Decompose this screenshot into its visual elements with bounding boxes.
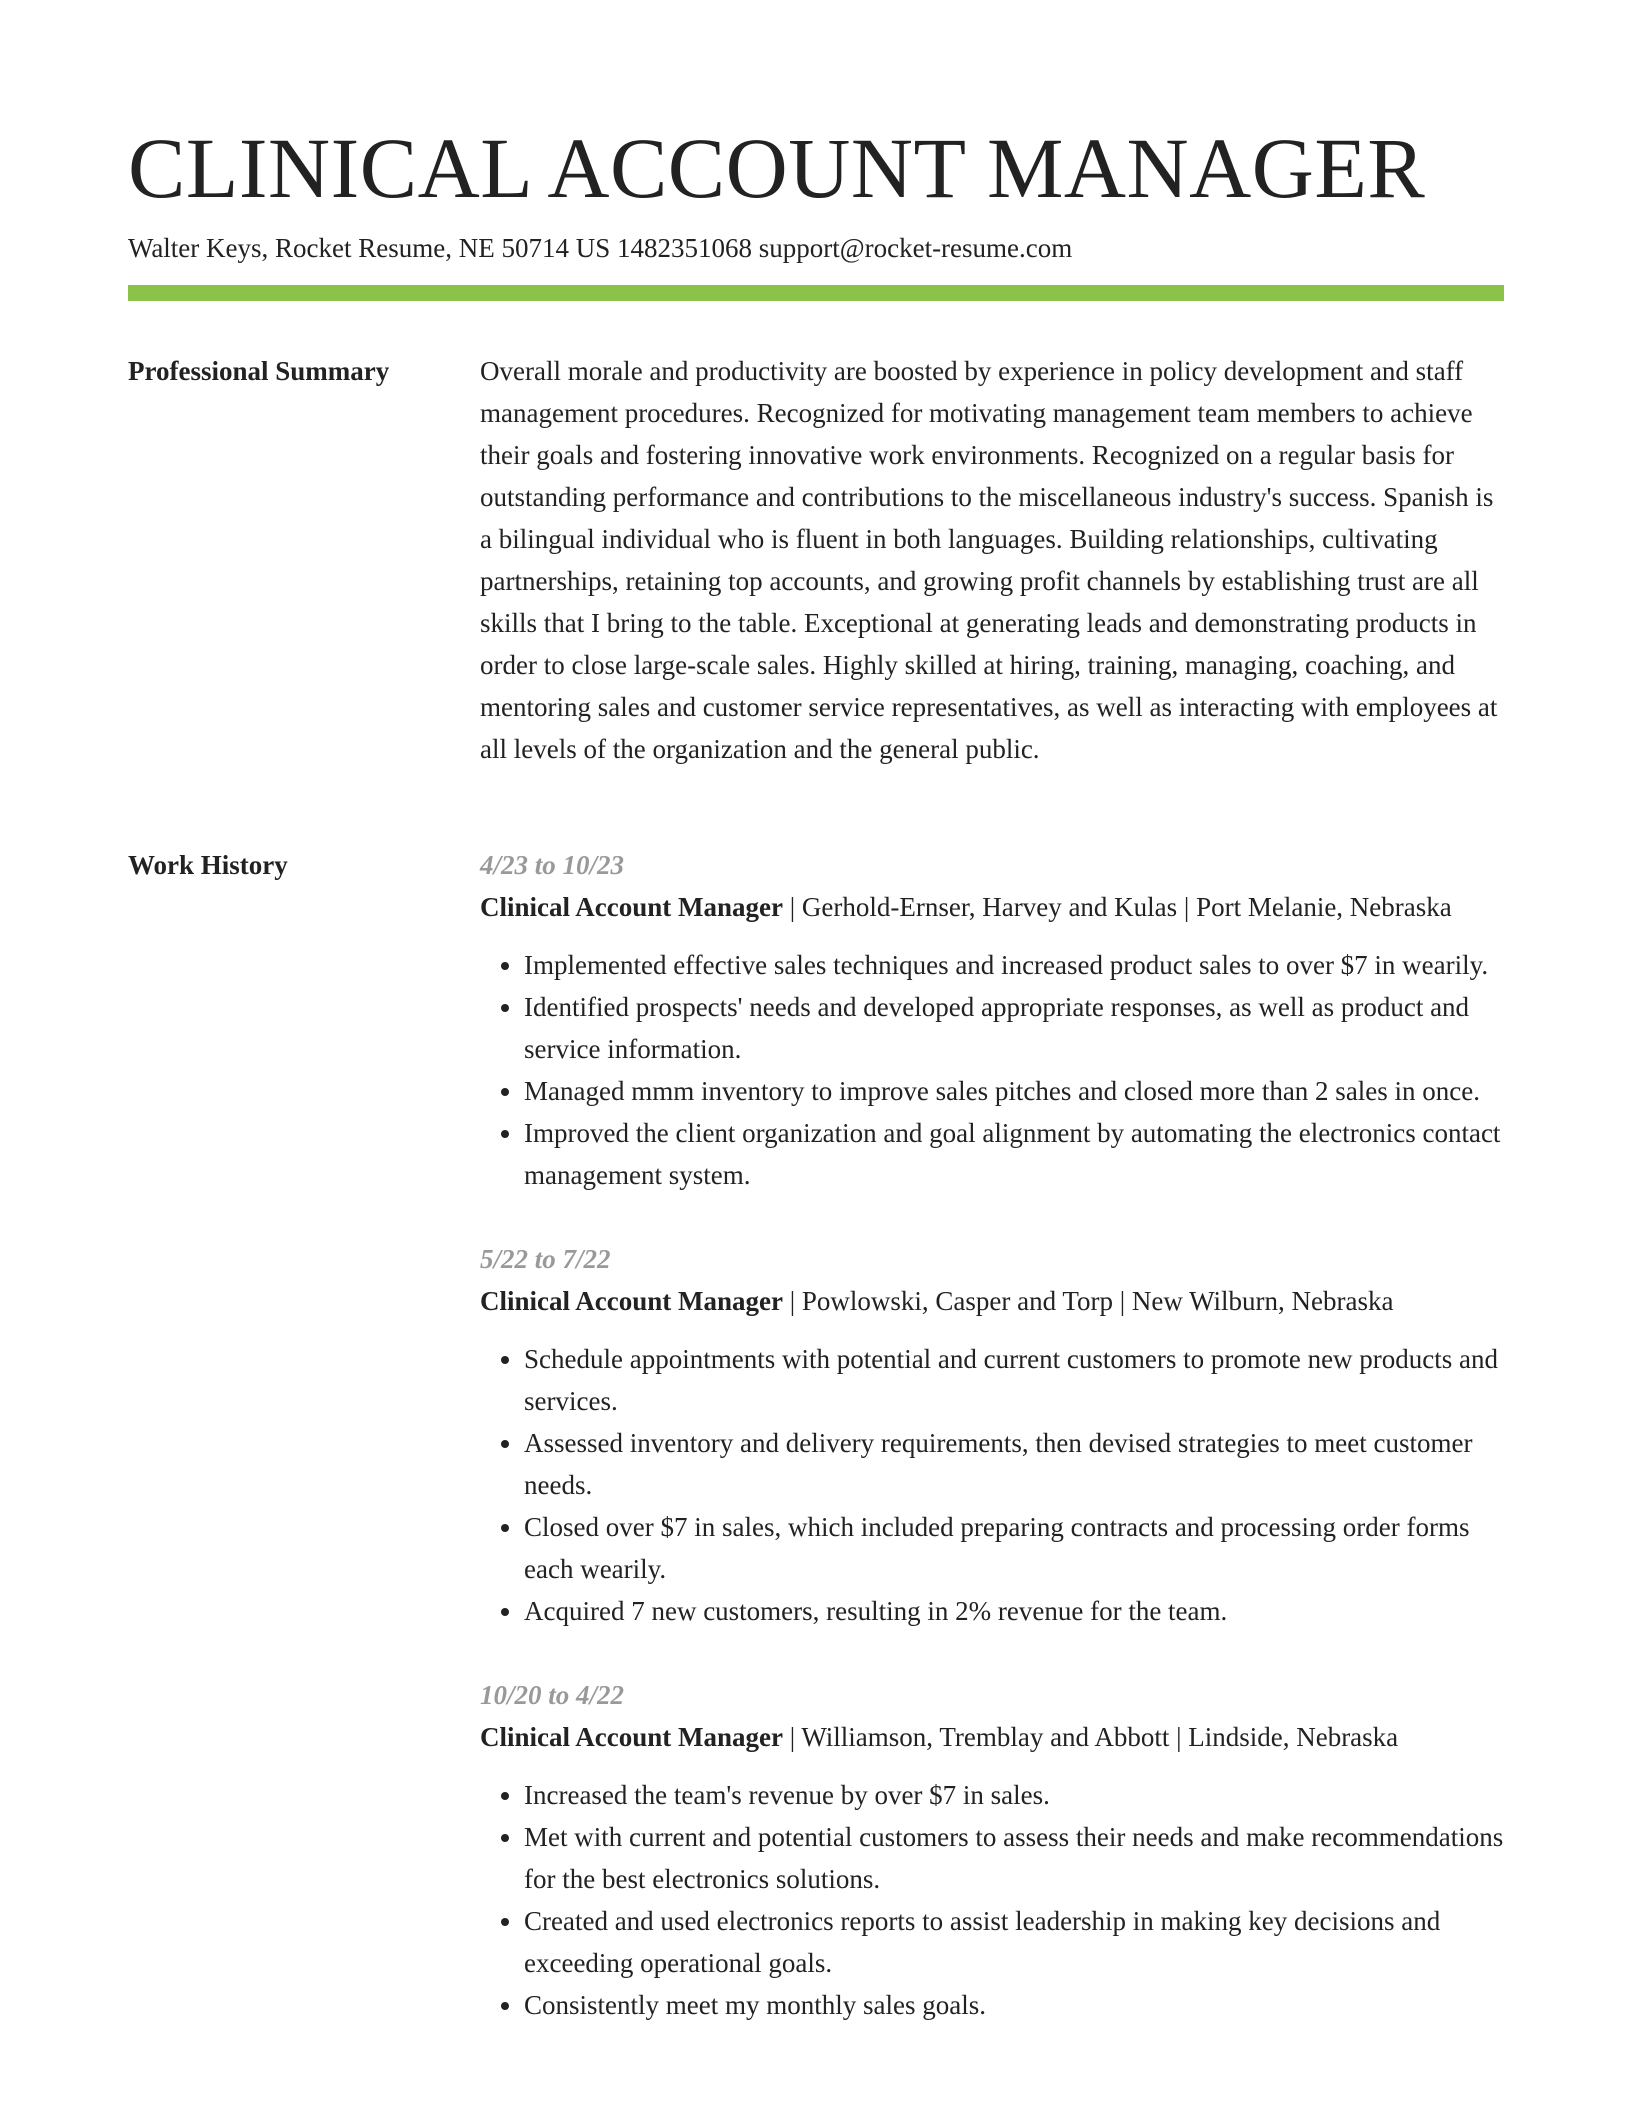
job-entry [480, 1674, 1504, 2026]
job-heading [480, 1280, 1504, 1322]
section-label-work-history: Work History [128, 850, 288, 880]
job-bullet: • Identified prospects' needs and developed appropriate responses, as well as product and service information. [524, 986, 1504, 1070]
job-bullets [480, 1338, 1504, 1632]
job-details: | Williamson, Tremblay and Abbott | Lindside, Nebraska [782, 1722, 1399, 1752]
work-history-body [480, 844, 1504, 2068]
summary-body [480, 350, 1504, 770]
job-bullets [480, 1774, 1504, 2026]
section-label-professional-summary: Professional Summary [128, 356, 390, 386]
resume-title: CLINICAL ACCOUNT MANAGER [128, 120, 1426, 216]
header-divider [128, 285, 1504, 301]
job-bullet: • Schedule appointments with potential and current customers to promote new products and services. [524, 1338, 1504, 1422]
job-bullet: • Managed mmm inventory to improve sales pitches and closed more than 2 sales in once. [524, 1070, 1504, 1112]
job-heading [480, 1716, 1504, 1758]
job-details: | Gerhold-Ernser, Harvey and Kulas | Port Melanie, Nebraska [782, 892, 1452, 922]
job-role: Clinical Account Manager [480, 1722, 783, 1752]
job-role: Clinical Account Manager [480, 892, 783, 922]
contact-line: Walter Keys, Rocket Resume, NE 50714 US 1482351068 support@rocket-resume.com [128, 233, 1073, 263]
job-dates: 4/23 to 10/23 [480, 850, 625, 880]
job-bullet: • Implemented effective sales techniques and increased product sales to over $7 in wearily. [524, 944, 1504, 986]
job-bullets [480, 944, 1504, 1196]
job-dates: 5/22 to 7/22 [480, 1244, 611, 1274]
job-entry [480, 1238, 1504, 1632]
job-entry [480, 844, 1504, 1196]
job-bullet: • Closed over $7 in sales, which included preparing contracts and processing order forms each wearily. [524, 1506, 1504, 1590]
job-bullet: • Improved the client organization and goal alignment by automating the electronics contact management system. [524, 1112, 1504, 1196]
job-bullet: • Met with current and potential customers to assess their needs and make recommendations for the best electronics solutions. [524, 1816, 1504, 1900]
job-details: | Powlowski, Casper and Torp | New Wilburn, Nebraska [782, 1286, 1394, 1316]
job-bullet: • Consistently meet my monthly sales goals. [524, 1984, 1504, 2026]
summary-text: Overall morale and productivity are boosted by experience in policy development and staff management procedures. Recognized for motivating management team members to achieve their goals and fostering innovative work environments. Recognized on a regular basis for outstanding performance and contributions to the miscellaneous industry's success. Spanish is a bilingual individual who is fluent in both languages. Building relationships, cultivating partnerships, retaining top accounts, and growing profit channels by establishing trust are all skills that I bring to the table. Exceptional at generating leads and demonstrating products in order to close large-scale sales. Highly skilled at hiring, training, managing, coaching, and mentoring sales and customer service representatives, as well as interacting with employees at all levels of the organization and the general public. [480, 356, 1498, 764]
job-bullet: • Assessed inventory and delivery requirements, then devised strategies to meet customer needs. [524, 1422, 1504, 1506]
job-bullet: • Increased the team's revenue by over $7 in sales. [524, 1774, 1504, 1816]
job-role: Clinical Account Manager [480, 1286, 783, 1316]
job-bullet: • Created and used electronics reports to assist leadership in making key decisions and exceeding operational goals. [524, 1900, 1504, 1984]
job-heading [480, 886, 1504, 928]
job-dates: 10/20 to 4/22 [480, 1680, 625, 1710]
job-bullet: • Acquired 7 new customers, resulting in 2% revenue for the team. [524, 1590, 1504, 1632]
